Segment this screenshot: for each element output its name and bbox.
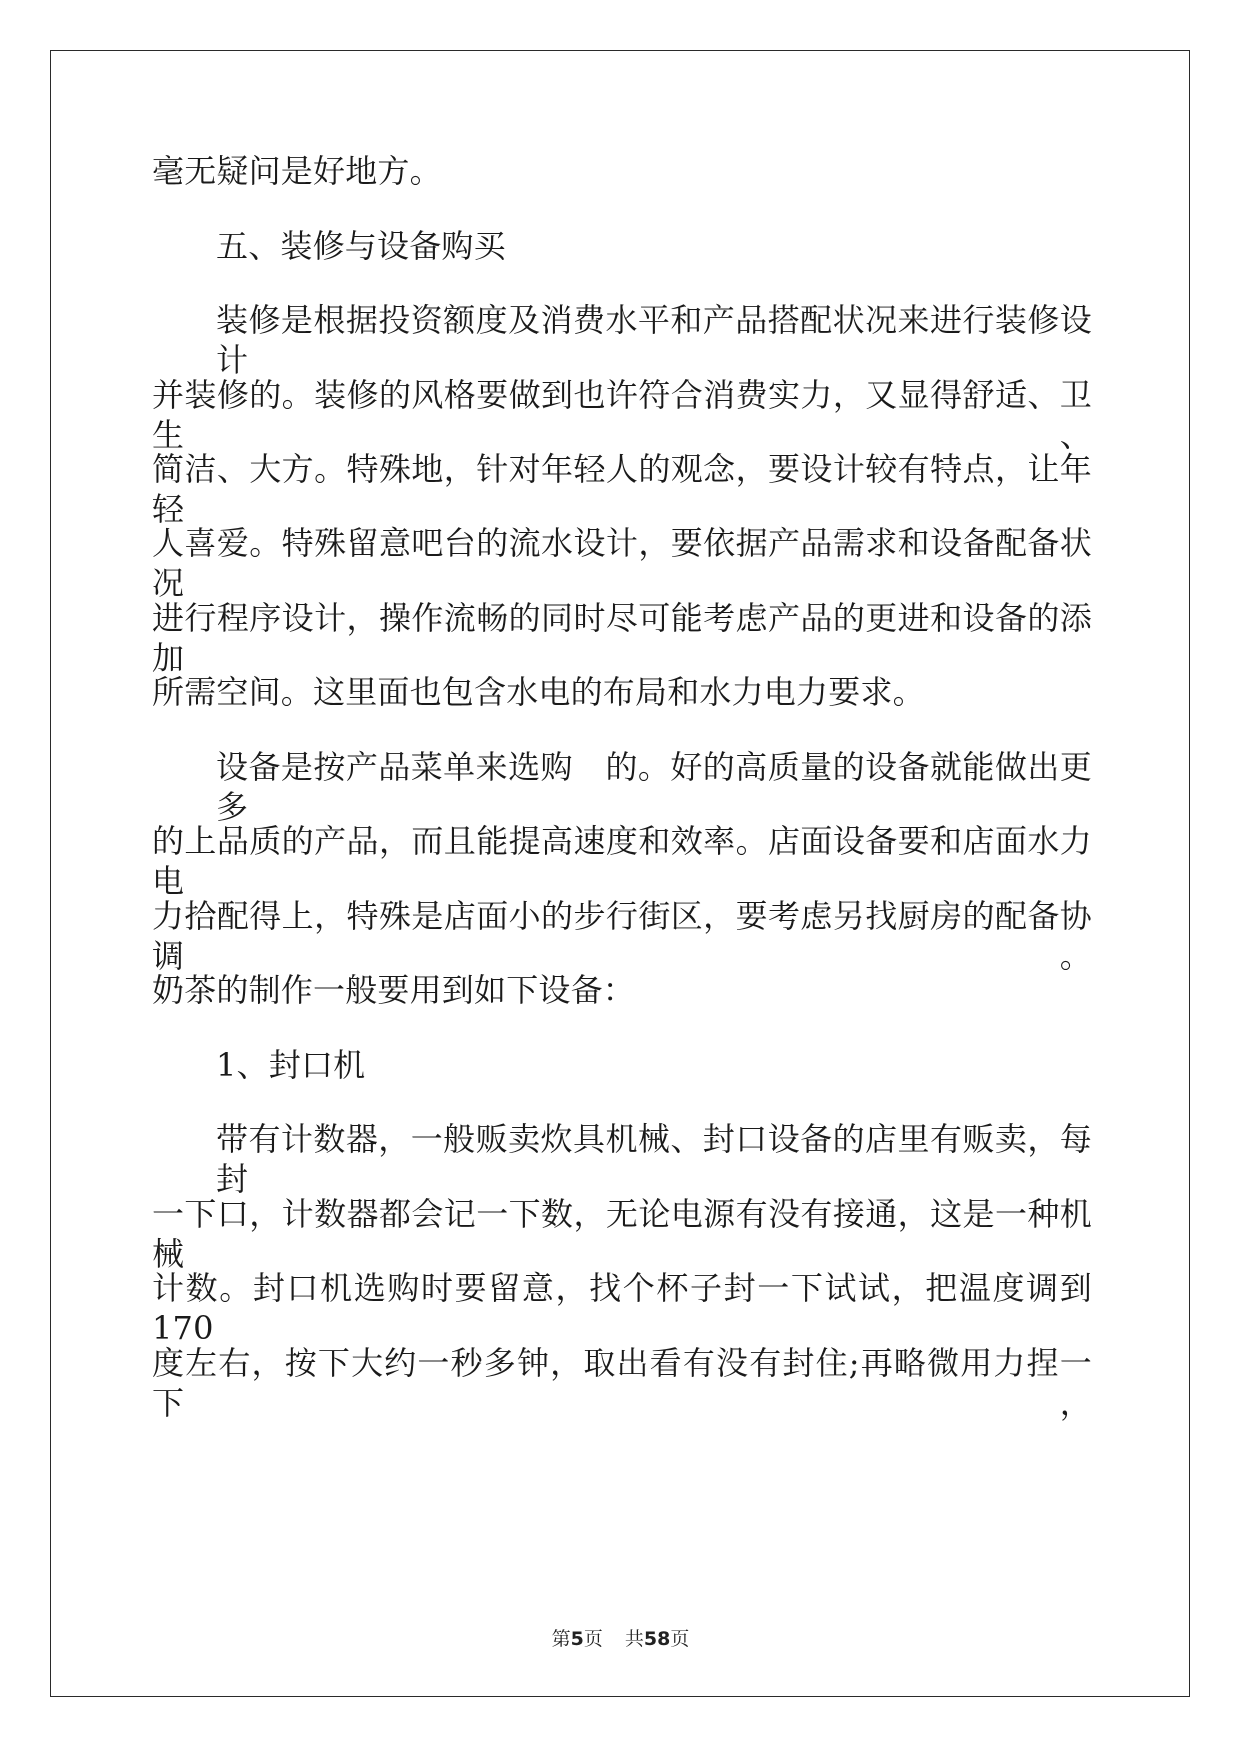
text-line: 装修是根据投资额度及消费水平和产品搭配状况来进行装修设计 [216,301,1092,379]
footer-page-suffix: 页 [583,1628,603,1650]
text-line: 并装修的。装修的风格要做到也许符合消费实力，又显得舒适、卫生、 [152,376,1092,454]
text-line: 一下口，计数器都会记一下数，无论电源有没有接通，这是一种机械 [152,1195,1092,1273]
section-heading: 五、装修与设备购买 [216,227,506,265]
text-line: 奶茶的制作一般要用到如下设备： [152,971,636,1009]
text-line: 简洁、大方。特殊地，针对年轻人的观念，要设计较有特点，让年轻 [152,450,1092,528]
footer-total-suffix: 页 [670,1628,690,1650]
page-number: 5 [570,1628,584,1650]
total-pages: 58 [643,1628,671,1650]
footer-prefix: 第 [551,1628,571,1650]
page-footer [0,1624,1241,1651]
text-line: 所需空间。这里面也包含水电的布局和水力电力要求。 [152,673,925,711]
text-line: 进行程序设计，操作流畅的同时尽可能考虑产品的更进和设备的添加 [152,599,1092,677]
text-line: 度左右，按下大约一秒多钟，取出看有没有封住;再略微用力捏一下， [152,1344,1092,1422]
text-line: 力拾配得上，特殊是店面小的步行街区，要考虑另找厨房的配备协调。 [152,897,1092,975]
text-line: 人喜爱。特殊留意吧台的流水设计，要依据产品需求和设备配备状况 [152,524,1092,602]
footer-total-prefix: 共 [624,1628,644,1650]
section-heading: 1、封口机 [216,1046,366,1084]
text-line: 带有计数器，一般贩卖炊具机械、封口设备的店里有贩卖，每封 [216,1120,1092,1198]
text-line: 的上品质的产品，而且能提高速度和效率。店面设备要和店面水力电 [152,822,1092,900]
text-line: 计数。封口机选购时要留意，找个杯子封一下试试，把温度调到 170 [152,1269,1092,1347]
text-line: 毫无疑问是好地方。 [152,152,442,190]
text-line: 设备是按产品菜单来选购 的。好的高质量的设备就能做出更多 [216,748,1092,826]
